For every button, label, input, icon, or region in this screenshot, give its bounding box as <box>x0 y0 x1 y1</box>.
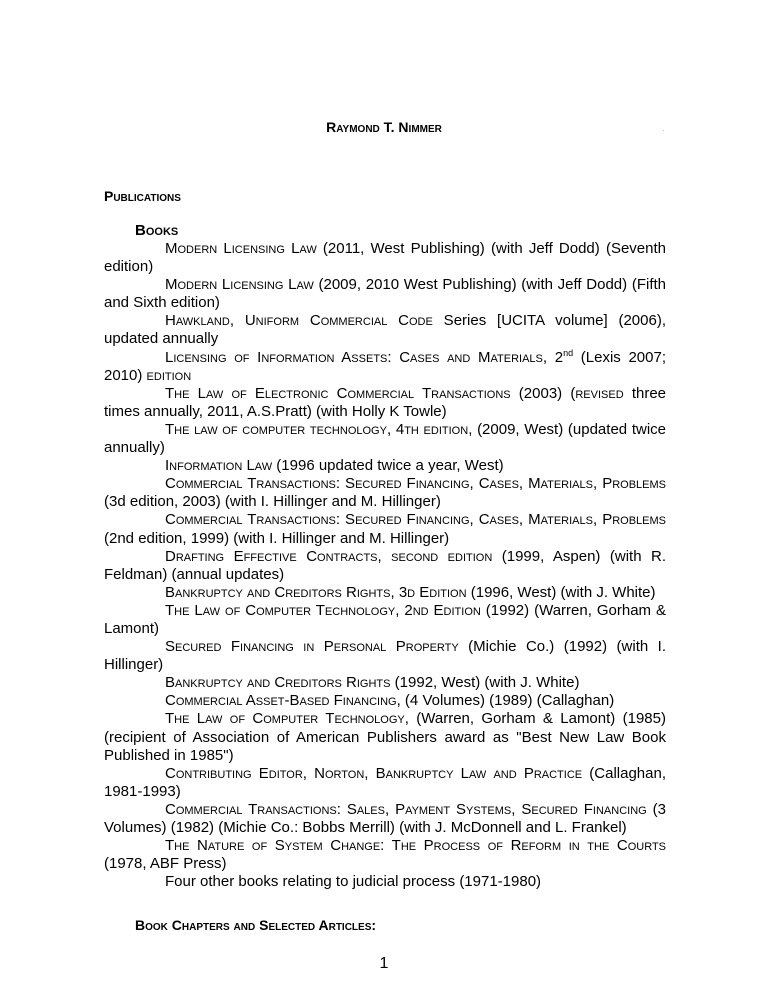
book-title: revised <box>575 384 624 402</box>
book-entry <box>104 602 666 638</box>
book-title: Commercial Transactions: Secured Financing, Cases, Materials, Problems <box>165 475 666 493</box>
book-entry <box>104 240 666 276</box>
book-title: Hawkland, Uniform Commercial Code <box>165 312 433 330</box>
book-entry <box>104 873 666 891</box>
book-details: (2009, 2010 West Publishing) (with Jeff Dodd) (Fifth and Sixth edition) <box>104 276 666 312</box>
publications-heading: Publications <box>104 188 181 204</box>
book-title: The Law of Electronic Commercial Transactions <box>165 384 511 402</box>
book-details: Four other books relating to judicial process (1971-1980) <box>165 873 542 891</box>
book-title: Information Law <box>165 457 273 475</box>
book-title: Commercial Asset-Based Financing, <box>165 692 401 710</box>
book-entry <box>104 674 666 692</box>
books-heading: Books <box>135 222 179 239</box>
book-entry <box>104 548 666 584</box>
book-details: (Lexis 2007; 2010) <box>104 348 666 384</box>
book-title: Modern Licensing Law <box>165 276 314 294</box>
book-details: (2nd edition, 1999) (with I. Hillinger and M. Hillinger) <box>104 529 450 547</box>
book-details: (Warren, Gorham & Lamont) (1985) (recipient of Association of American Publishers award as "Best New Law Book Published in 1985") <box>104 710 666 764</box>
book-details: , 4 <box>386 420 405 438</box>
book-title: Drafting Effective Contracts, second edition <box>165 547 493 565</box>
book-title: The law of computer technology <box>165 420 387 438</box>
scan-speck <box>663 130 664 131</box>
book-details: (1978, ABF Press) <box>104 855 227 873</box>
book-entry <box>104 584 666 602</box>
author-name-title: Raymond T. Nimmer <box>326 119 442 135</box>
book-title: Bankruptcy and Creditors Rights <box>165 674 391 692</box>
book-title: Commercial Transactions: Secured Financing, Cases, Materials, Problems <box>165 511 666 529</box>
book-entry <box>104 511 666 547</box>
book-entry <box>104 692 666 710</box>
book-entry <box>104 765 666 801</box>
book-details: Series [UCITA volume] (2006), updated annually <box>104 312 666 348</box>
book-entry <box>104 801 666 837</box>
book-title: Contributing Editor, Norton, Bankruptcy Law and Practice <box>165 764 583 782</box>
book-details: , (2009, West) (updated twice annually) <box>104 420 667 457</box>
book-details: three times annually, 2011, A.S.Pratt) (with Holly K Towle) <box>104 384 667 420</box>
book-entry <box>104 276 666 312</box>
book-details: (1996 updated twice a year, West) <box>272 457 504 475</box>
book-details: (Michie Co.) (1992) (with I. Hillinger) <box>104 638 666 674</box>
book-title: edition <box>142 366 192 384</box>
book-details: (1992) (Warren, Gorham & Lamont) <box>104 601 666 637</box>
book-entry <box>104 475 666 511</box>
book-entry <box>104 385 666 421</box>
book-title: Secured Financing in Personal Property <box>165 638 459 656</box>
book-entry <box>104 421 666 457</box>
book-title: The Law of Computer Technology, 2nd Edition <box>165 601 481 619</box>
book-entry <box>104 312 666 348</box>
book-details: (1992, West) (with J. White) <box>390 674 580 692</box>
book-details: (2011, West Publishing) (with Jeff Dodd) (Seventh edition) <box>104 240 666 276</box>
book-title: Modern Licensing Law <box>165 240 317 257</box>
book-entry <box>104 638 666 674</box>
book-details: (3d edition, 2003) (with I. Hillinger and M. Hillinger) <box>104 493 441 511</box>
book-title: The Law of Computer Technology, <box>165 710 409 728</box>
page-number: 1 <box>379 955 389 972</box>
book-title: th edition <box>404 420 469 438</box>
book-entry <box>104 837 666 873</box>
book-details: (1999, Aspen) (with R. Feldman) (annual updates) <box>104 547 667 583</box>
book-title: Bankruptcy and Creditors Rights, 3d Edition <box>165 583 467 601</box>
book-title: Commercial Transactions: Sales, Payment Systems, Secured Financing <box>165 800 647 818</box>
book-details: nd <box>563 347 574 358</box>
book-details: (3 Volumes) (1982) (Michie Co.: Bobbs Merrill) (with J. McDonnell and L. Frankel) <box>104 800 666 836</box>
book-title: Licensing of Information Assets: Cases and Materials, 2 <box>165 348 564 366</box>
book-entry <box>104 710 666 764</box>
book-details: (2003) ( <box>510 384 576 402</box>
books-list <box>104 240 666 891</box>
book-details: (4 Volumes) (1989) (Callaghan) <box>400 692 615 710</box>
book-details: (1996, West) (with J. White) <box>466 583 656 601</box>
book-entry <box>104 457 666 475</box>
book-chapters-heading: Book Chapters and Selected Articles: <box>135 917 377 933</box>
book-details: (Callaghan, 1981-1993) <box>104 764 667 800</box>
book-title: The Nature of System Change: The Process of Reform in the Courts <box>165 837 666 855</box>
book-entry <box>104 349 666 385</box>
